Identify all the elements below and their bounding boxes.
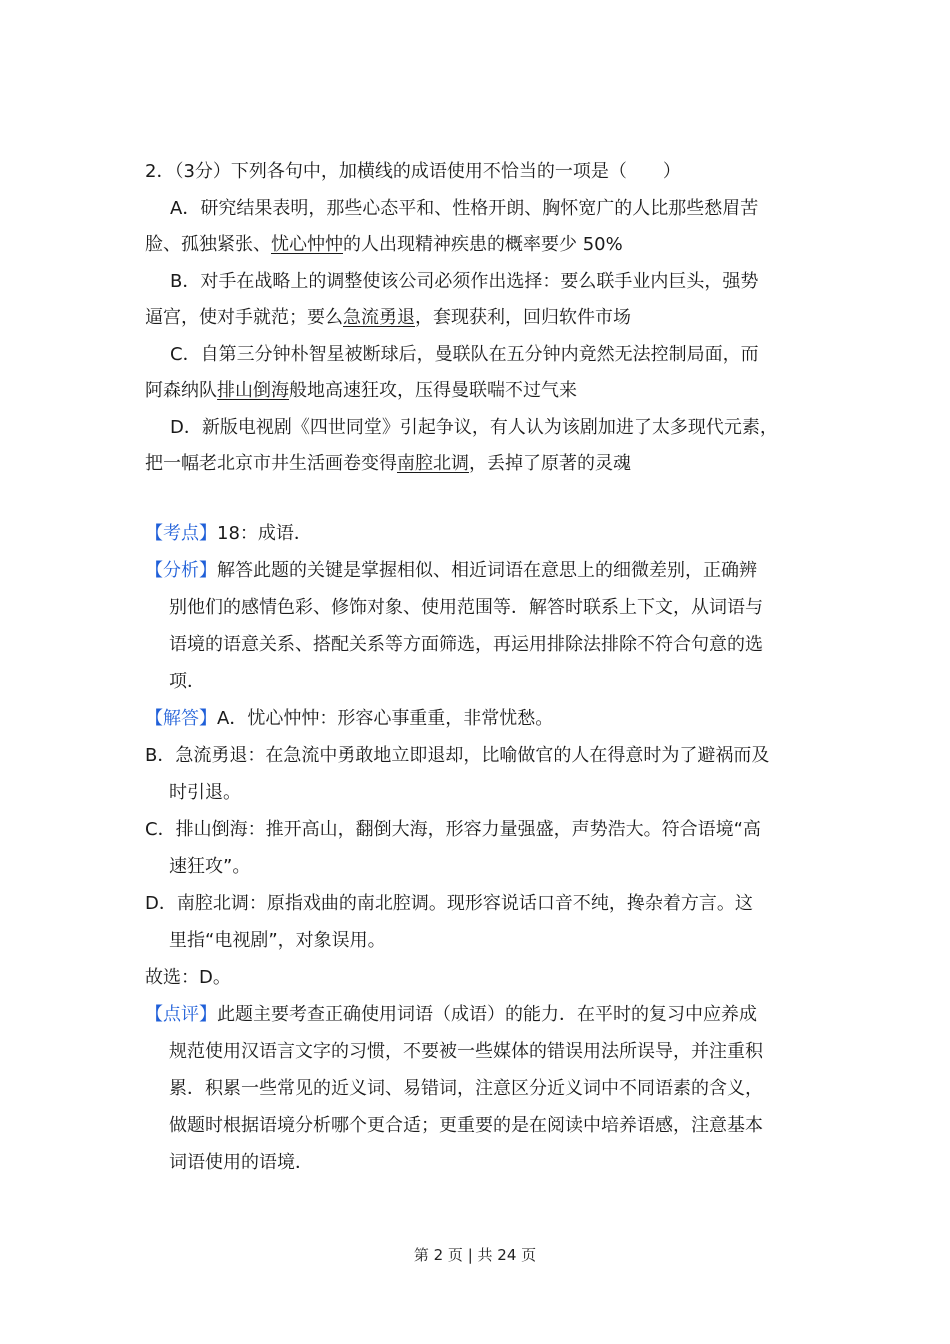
option-d-line-2: 把一幅老北京市井生活画卷变得南腔北调，丢掉了原著的灵魂 [145, 453, 631, 474]
jieda-c-line-2: 速狂攻”。 [169, 856, 251, 877]
fenxi-line-2: 别他们的感情色彩、修饰对象、使用范围等．解答时联系上下文，从词语与 [169, 597, 763, 618]
option-a-line-2: 脸、孤独紧张、忧心忡忡的人出现精神疾患的概率要少 50% [145, 234, 623, 255]
option-b-line-1: B．对手在战略上的调整使该公司必须作出选择：要么联手业内巨头，强势 [170, 270, 759, 292]
option-b-line-2: 逼宫，使对手就范；要么急流勇退，套现获利，回归软件市场 [145, 307, 631, 328]
kaodian-text: 18：成语． [217, 523, 312, 544]
kaodian-line [145, 515, 815, 552]
jieda-d-line-1: D．南腔北调：原指戏曲的南北腔调。现形容说话口音不纯，搀杂着方言。这 [145, 893, 753, 914]
fenxi-line-4: 项． [169, 671, 205, 692]
jieda-b-line-2: 时引退。 [169, 782, 241, 803]
fenxi-line-3: 语境的语意关系、搭配关系等方面筛选，再运用排除法排除不符合句意的选 [169, 634, 763, 655]
dianping-line-5: 词语使用的语境． [169, 1152, 313, 1173]
option-c-line-1: C．自第三分钟朴智星被断球后，曼联队在五分钟内竟然无法控制局面，而 [170, 343, 759, 365]
dianping-tag: 【点评】 [145, 1004, 217, 1025]
guxuan-line: 故选：D。 [145, 967, 231, 988]
page-footer: 第 2 页 | 共 24 页 [413, 1246, 537, 1264]
jieda-b-line-1: B．急流勇退：在急流中勇敢地立即退却，比喻做官的人在得意时为了避祸而及 [145, 745, 770, 766]
jieda-line-a: 【解答】A．忧心忡忡：形容心事重重，非常忧愁。 [145, 708, 554, 729]
dianping-line-2: 规范使用汉语言文字的习惯，不要被一些媒体的错误用法所误导，并注重积 [169, 1041, 763, 1062]
underlined-idiom-d: 南腔北调 [397, 453, 469, 474]
underlined-idiom-a: 忧心忡忡 [271, 234, 343, 255]
option-d-line-1: D．新版电视剧《四世同堂》引起争议，有人认为该剧加进了太多现代元素， [170, 416, 778, 438]
fenxi-tag: 【分析】 [145, 560, 217, 581]
option-c-line-2: 阿森纳队排山倒海般地高速狂攻，压得曼联喘不过气来 [145, 380, 577, 401]
fenxi-line-1: 【分析】解答此题的关键是掌握相似、相近词语在意思上的细微差别，正确辨 [145, 560, 757, 581]
underlined-idiom-b: 急流勇退 [343, 307, 415, 328]
question-2 [145, 154, 815, 483]
dianping-line-3: 累．积累一些常见的近义词、易错词，注意区分近义词中不同语素的含义， [169, 1078, 763, 1099]
dianping-line-1: 【点评】此题主要考查正确使用词语（成语）的能力．在平时的复习中应养成 [145, 1004, 757, 1025]
question-stem: 2．（3分）下列各句中，加横线的成语使用不恰当的一项是（ ） [145, 161, 681, 182]
jieda-c-line-1: C．排山倒海：推开高山，翻倒大海，形容力量强盛，声势浩大。符合语境“高 [145, 819, 761, 840]
dianping-line-4: 做题时根据语境分析哪个更合适；更重要的是在阅读中培养语感，注意基本 [169, 1115, 763, 1136]
jieda-d-line-2: 里指“电视剧”，对象误用。 [169, 930, 386, 951]
jieda-tag: 【解答】 [145, 708, 217, 729]
underlined-idiom-c: 排山倒海 [217, 380, 289, 401]
kaodian-tag: 【考点】 [145, 523, 217, 544]
answer-analysis [145, 515, 815, 1181]
option-a-line-1: A．研究结果表明，那些心态平和、性格开朗、胸怀宽广的人比那些愁眉苦 [170, 197, 759, 219]
